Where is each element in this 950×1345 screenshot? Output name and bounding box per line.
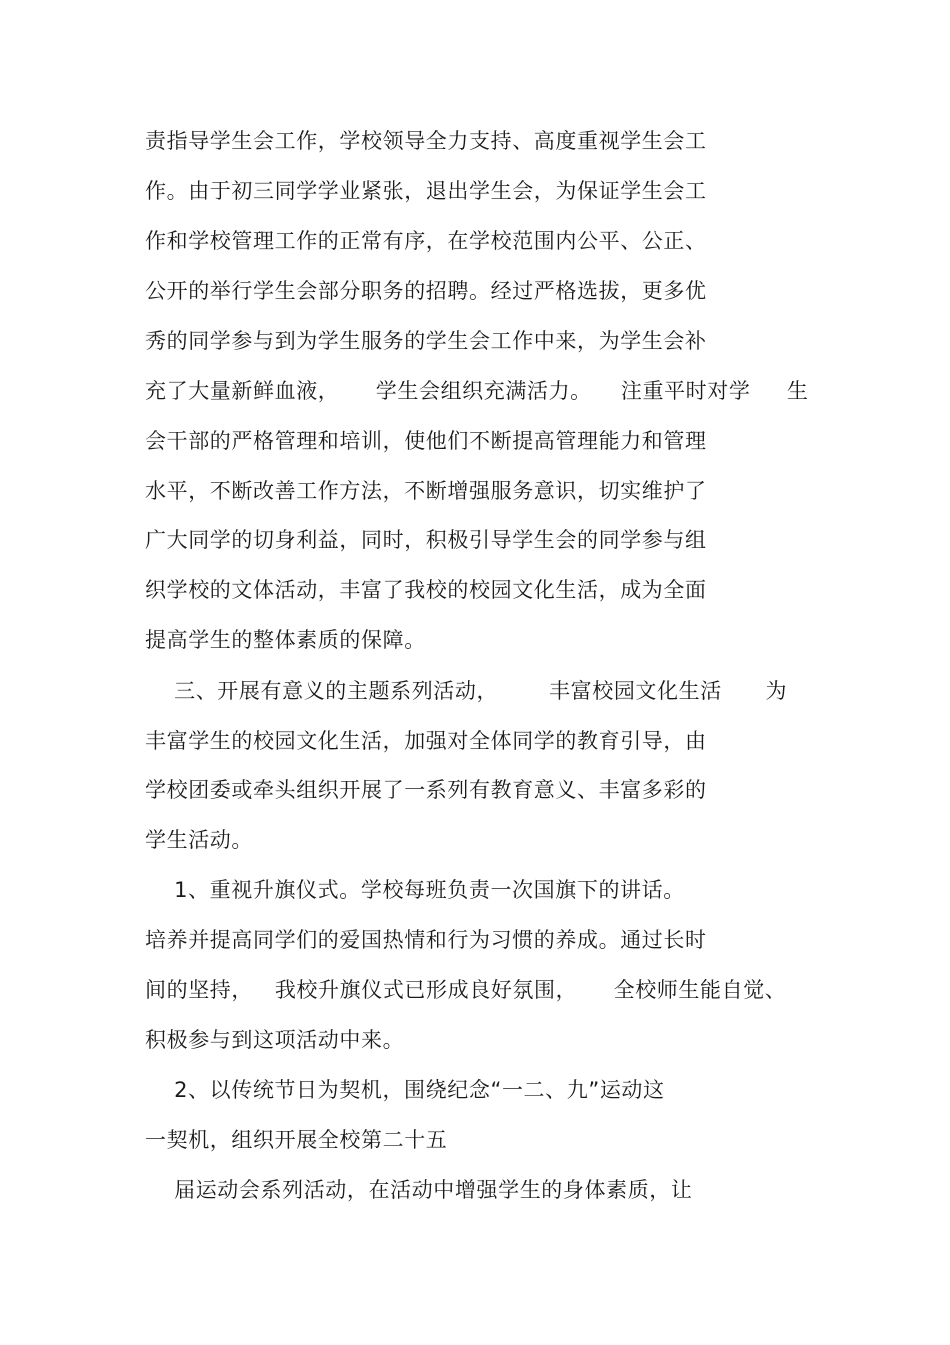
text-line: 一契机，组织开展全校第二十五 [145, 1128, 448, 1152]
text-line: 会干部的严格管理和培训，使他们不断提高管理能力和管理 [145, 429, 707, 453]
text-line: 广大同学的切身利益，同时，积极引导学生会的同学参与组 [145, 528, 707, 552]
text-line: 学生活动。 [145, 828, 253, 852]
text-line: 届运动会系列活动，在活动中增强学生的身体素质，让 [145, 1178, 693, 1202]
text-line: 学校团委或牵头组织开展了一系列有教育意义、丰富多彩的 [145, 778, 707, 802]
text-line: 培养并提高同学们的爱国热情和行为习惯的养成。通过长时 [145, 928, 707, 952]
text-line: 秀的同学参与到为学生服务的学生会工作中来，为学生会补 [145, 329, 707, 353]
list-item-heading: 2、以传统节日为契机，围绕纪念“一二、九”运动这 [145, 1078, 665, 1102]
text-line: 作和学校管理工作的正常有序，在学校范围内公平、公正、 [145, 229, 707, 253]
text-line: 作。由于初三同学学业紧张，退出学生会，为保证学生会工 [145, 179, 707, 203]
text-line: 积极参与到这项活动中来。 [145, 1028, 405, 1052]
text-line: 公开的举行学生会部分职务的招聘。经过严格选拔，更多优 [145, 279, 707, 303]
text-line: 充了大量新鲜血液， 学生会组织充满活力。 注重平时对学 生 [145, 379, 809, 403]
text-line: 丰富学生的校园文化生活，加强对全体同学的教育引导，由 [145, 729, 707, 753]
text-line: 织学校的文体活动，丰富了我校的校园文化生活，成为全面 [145, 578, 707, 602]
text-line: 水平，不断改善工作方法，不断增强服务意识，切实维护了 [145, 479, 707, 503]
text-line: 间的坚持， 我校升旗仪式已形成良好氛围， 全校师生能自觉、 [145, 978, 787, 1002]
list-item-heading: 1、重视升旗仪式。学校每班负责一次国旗下的讲话。 [145, 878, 685, 902]
section-heading: 三、开展有意义的主题系列活动， 丰富校园文化生活 为 [145, 679, 788, 703]
text-line: 提高学生的整体素质的保障。 [145, 628, 426, 652]
text-line: 责指导学生会工作，学校领导全力支持、高度重视学生会工 [145, 129, 707, 153]
